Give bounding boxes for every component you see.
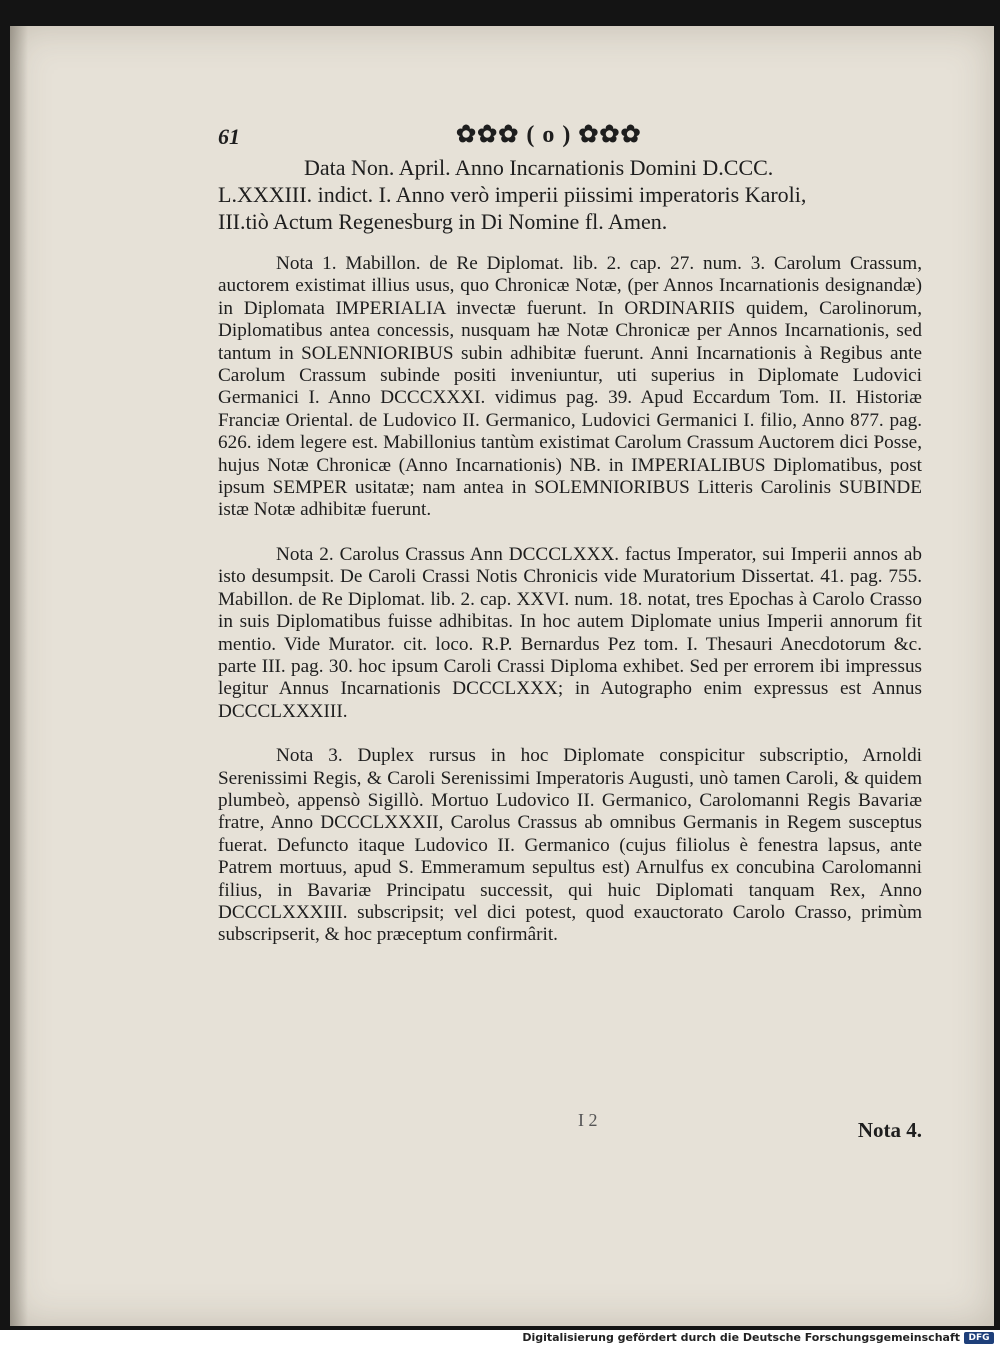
- catchword: Nota 4.: [857, 1118, 922, 1142]
- dating-line: L.XXXIII. indict. I. Anno verò imperii piissimi imperatoris Karoli,: [218, 182, 807, 207]
- footer-bar: [0, 1330, 1000, 1347]
- page-content: [218, 120, 922, 969]
- page-gutter-shadow: [10, 26, 28, 1326]
- note-text: Nota 2. Carolus Crassus Ann DCCCLXXX. factus Imperator, sui Imperii annos ab isto desumpsit. De Caroli Crassi Notis Chronicis vide Muratorium Dissertat. 41. pag. 755. Mabillon. de Re Diplomat. lib. 2. cap. XXVI. num. 18. notat, tres Epochas à Carolo Crasso in suis Diplomatibus fuisse adhibitas. In hoc autem Diplomate unius Imperii annorum fit mentio. Vide Murator. cit. loco. R.P. Bernardus Pez tom. I. Thesauri Anecdotorum &c. parte III. pag. 30. hoc ipsum Caroli Crassi Diploma exhibet. Sed per errorem ibi impressus legitur Annus Incarnationis DCCCLXXX; in Autographo enim expressus est Annus DCCCLXXXIII.: [218, 543, 922, 722]
- dating-clause: [218, 154, 922, 235]
- note-text: Nota 1. Mabillon. de Re Diplomat. lib. 2. cap. 27. num. 3. Carolum Crassum, auctorem existimat illius usus, quo Chronicæ Notæ, (per Annos Incarnationis designandæ) in Diplomata IMPERIALIA invectæ fuerunt. In ORDINARIIS quidem, Carolinorum, Diplomatibus antea concessis, nusquam hæ Notæ Chronicæ per Annos Incarnationis, sed tantum in SOLENNIORIBUS subin adhibitæ fuerunt. Anni Incarnationis à Regibus ante Carolum Crassum subinde positi inveniuntur, uti superius in Diplomate Ludovici Germanici I. Anno DCCCXXXI. vidimus pag. 39. Apud Eccardum Tom. II. Historiæ Franciæ Oriental. de Ludovico II. Germanico, Ludovici Germanici I. filio, Anno 877. pag. 626. idem legere est. Mabillonius tantùm existimat Carolum Crassum Auctorem dici Posse, hujus Notæ Chronicæ (Anno Incarnationis) NB. in IMPERIALIBUS Diplomatibus, post ipsum SEMPER usitatæ; nam antea in SOLEMNIORIBUS Litteris Carolinis SUBINDE istæ Notæ adhibitæ fuerunt.: [218, 253, 922, 521]
- dfg-logo-icon: DFG: [964, 1332, 994, 1344]
- header-ornament: ✿✿✿ ( o ) ✿✿✿: [456, 122, 642, 148]
- note-1: [218, 253, 922, 522]
- running-head: [218, 120, 922, 154]
- note-3: [218, 745, 922, 947]
- note-text: Nota 3. Duplex rursus in hoc Diplomate conspicitur subscriptio, Arnoldi Serenissimi Regis, & Caroli Serenissimi Imperatoris Augusti, unò tamen Caroli, & quidem plumbeò, appensò Sigillò. Mortuo Ludovico II. Germanico, Carolomanni Regis Bavariæ fratre, Anno DCCCLXXXII, Carolus Crassus ab omnibus Germanis in Regem susceptus fuerat. Defuncto itaque Ludovico II. Germanico (cujus filiolus è fenestra lapsus, ante Patrem mortuus, apud S. Emmeramum sepultus est) Arnulfus ex concubina Carolomanni filius, in Bavariæ Principatu successit, qui huic Diplomati tanquam Rex, Anno DCCCLXXXIII. subscripsit; vel dici potest, quod exauctorato Carolo Crasso, primùm subscripserit, & hoc præceptum confirmârit.: [218, 745, 922, 946]
- note-2: [218, 544, 922, 723]
- dating-line: III.tiò Actum Regenesburg in Di Nomine fl. Amen.: [218, 209, 668, 234]
- dating-line: Data Non. April. Anno Incarnationis Domini D.CCC.: [304, 155, 774, 180]
- digitization-credit: Digitalisierung gefördert durch die Deutsche Forschungsgemeinschaft: [522, 1331, 960, 1344]
- page-number: 61: [218, 124, 240, 149]
- signature-mark: I 2: [578, 1110, 598, 1130]
